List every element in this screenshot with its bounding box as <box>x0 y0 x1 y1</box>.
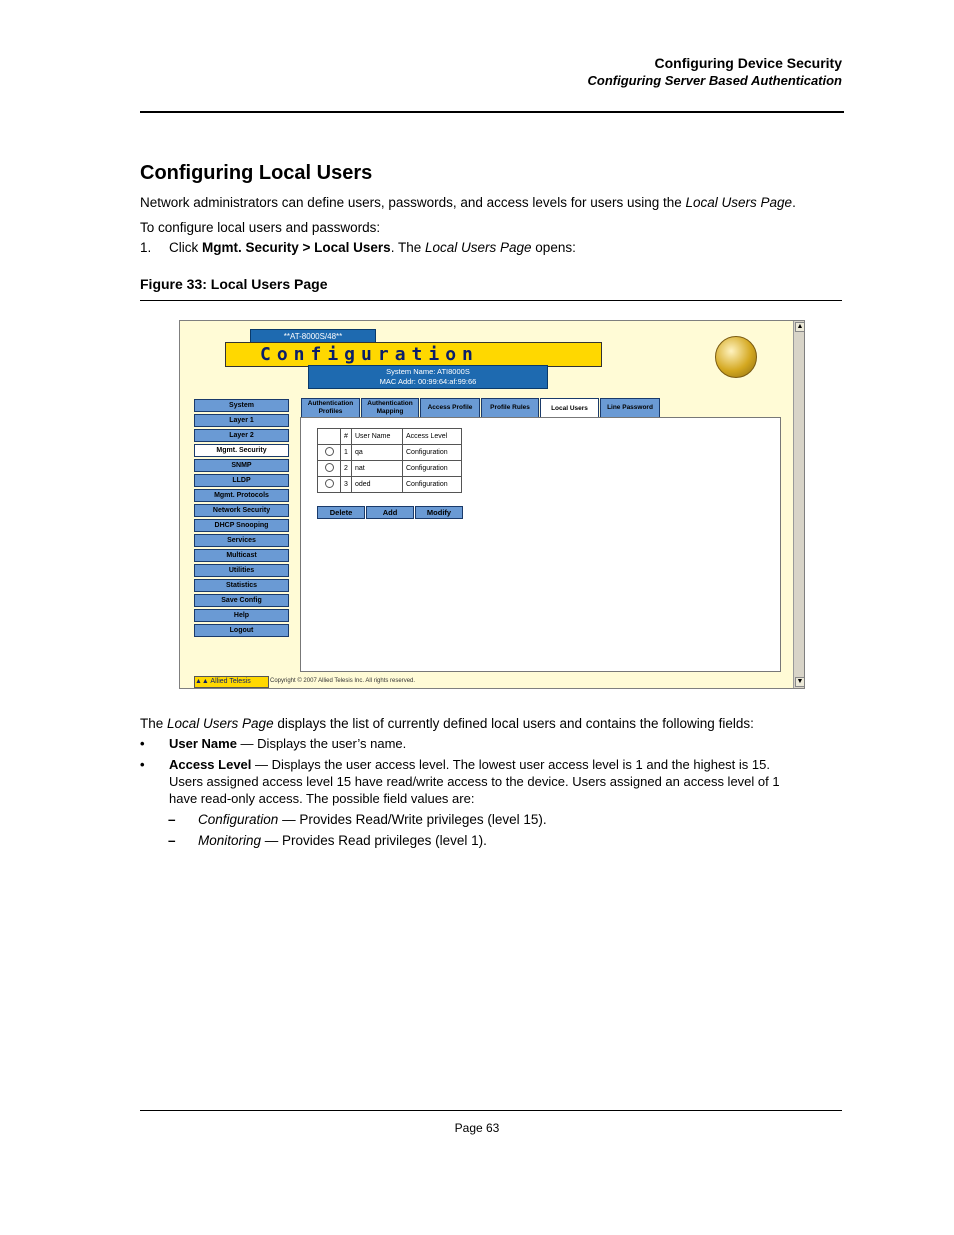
field-user-name: • User Name — Displays the user’s name. <box>140 736 407 751</box>
tab-authentication-mapping[interactable]: Authentication Mapping <box>361 398 419 418</box>
nav-dhcp-snooping[interactable]: DHCP Snooping <box>194 519 289 532</box>
field-access-level: • Access Level — Displays the user access level. The lowest user access level is 1 and the highest is 15. Users assigned access level 15 have read/write access to the device. Users assigned an access level of 1 have read-only access. The possible field values are: <box>140 757 780 806</box>
nav-network-security[interactable]: Network Security <box>194 504 289 517</box>
table-row <box>318 477 462 493</box>
device-model-label: **AT-8000S/48** <box>250 329 376 344</box>
bullet-icon: • <box>140 736 145 751</box>
copyright-text: Copyright © 2007 Allied Telesis Inc. All rights reserved. <box>270 678 416 684</box>
step-1: 1. Click Mgmt. Security > Local Users. The Local Users Page opens: <box>140 240 576 255</box>
tab-local-users[interactable]: Local Users <box>540 398 599 419</box>
tab-profile-rules[interactable]: Profile Rules <box>481 398 539 418</box>
row-user-name: nat <box>352 461 403 477</box>
header-subtitle: Configuring Server Based Authentication <box>587 73 842 88</box>
row-select-radio[interactable] <box>325 447 334 456</box>
nav-save-config[interactable]: Save Config <box>194 594 289 607</box>
nav-services[interactable]: Services <box>194 534 289 547</box>
delete-button[interactable]: Delete <box>317 506 365 519</box>
tab-authentication-profiles[interactable]: Authentication Profiles <box>301 398 360 418</box>
content-panel <box>300 417 781 672</box>
table-row <box>318 445 462 461</box>
tab-access-profile[interactable]: Access Profile <box>420 398 480 418</box>
scroll-down-icon[interactable]: ▼ <box>796 678 804 685</box>
add-button[interactable]: Add <box>366 506 414 519</box>
section-title: Configuring Local Users <box>140 162 373 184</box>
system-name: System Name: ATI8000S <box>386 367 470 376</box>
modify-button[interactable]: Modify <box>415 506 463 519</box>
mac-address: MAC Addr: 00:99:64:af:99:66 <box>379 377 477 386</box>
header-title: Configuring Device Security <box>654 55 842 71</box>
globe-icon <box>715 336 757 378</box>
nav-lldp[interactable]: LLDP <box>194 474 289 487</box>
page-number: Page 63 <box>454 1121 500 1135</box>
table-header-row <box>318 429 462 445</box>
col-number: # <box>341 429 352 445</box>
tab-line-password[interactable]: Line Password <box>600 398 660 418</box>
nav-system[interactable]: System <box>194 399 289 412</box>
row-select-radio[interactable] <box>325 479 334 488</box>
bullet-icon: • <box>140 757 145 772</box>
row-user-name: qa <box>352 445 403 461</box>
row-access-level: Configuration <box>403 477 462 493</box>
table-row <box>318 461 462 477</box>
nav-logout[interactable]: Logout <box>194 624 289 637</box>
intro-paragraph: Network administrators can define users, passwords, and access levels for users using the Local Users Page. <box>140 195 796 210</box>
system-info <box>308 365 548 389</box>
vertical-scrollbar[interactable] <box>793 321 804 688</box>
nav-layer-1[interactable]: Layer 1 <box>194 414 289 427</box>
nav-multicast[interactable]: Multicast <box>194 549 289 562</box>
footer-rule <box>140 1110 842 1111</box>
steps-intro: To configure local users and passwords: <box>140 220 381 235</box>
description-paragraph: The Local Users Page displays the list of currently defined local users and contains the following fields: <box>140 716 754 731</box>
header-rule <box>140 111 844 113</box>
col-access-level: Access Level <box>403 429 462 445</box>
row-user-name: oded <box>352 477 403 493</box>
value-configuration: – Configuration — Provides Read/Write privileges (level 15). <box>168 812 547 827</box>
nav-mgmt-protocols[interactable]: Mgmt. Protocols <box>194 489 289 502</box>
nav-layer-2[interactable]: Layer 2 <box>194 429 289 442</box>
figure-rule <box>140 300 842 301</box>
col-user-name: User Name <box>352 429 403 445</box>
row-select-radio[interactable] <box>325 463 334 472</box>
row-number: 3 <box>341 477 352 493</box>
nav-snmp[interactable]: SNMP <box>194 459 289 472</box>
local-users-table <box>317 428 462 493</box>
allied-telesis-logo: ▲▲ Allied Telesis <box>194 676 269 688</box>
row-access-level: Configuration <box>403 445 462 461</box>
figure-caption: Figure 33: Local Users Page <box>140 276 328 292</box>
row-number: 1 <box>341 445 352 461</box>
nav-utilities[interactable]: Utilities <box>194 564 289 577</box>
value-monitoring: – Monitoring — Provides Read privileges (level 1). <box>168 833 487 848</box>
row-number: 2 <box>341 461 352 477</box>
nav-statistics[interactable]: Statistics <box>194 579 289 592</box>
row-access-level: Configuration <box>403 461 462 477</box>
configuration-banner: Configuration <box>225 342 602 367</box>
nav-help[interactable]: Help <box>194 609 289 622</box>
local-users-screenshot <box>179 320 805 689</box>
scroll-up-icon[interactable]: ▲ <box>796 323 804 330</box>
nav-mgmt-security[interactable]: Mgmt. Security <box>194 444 289 457</box>
